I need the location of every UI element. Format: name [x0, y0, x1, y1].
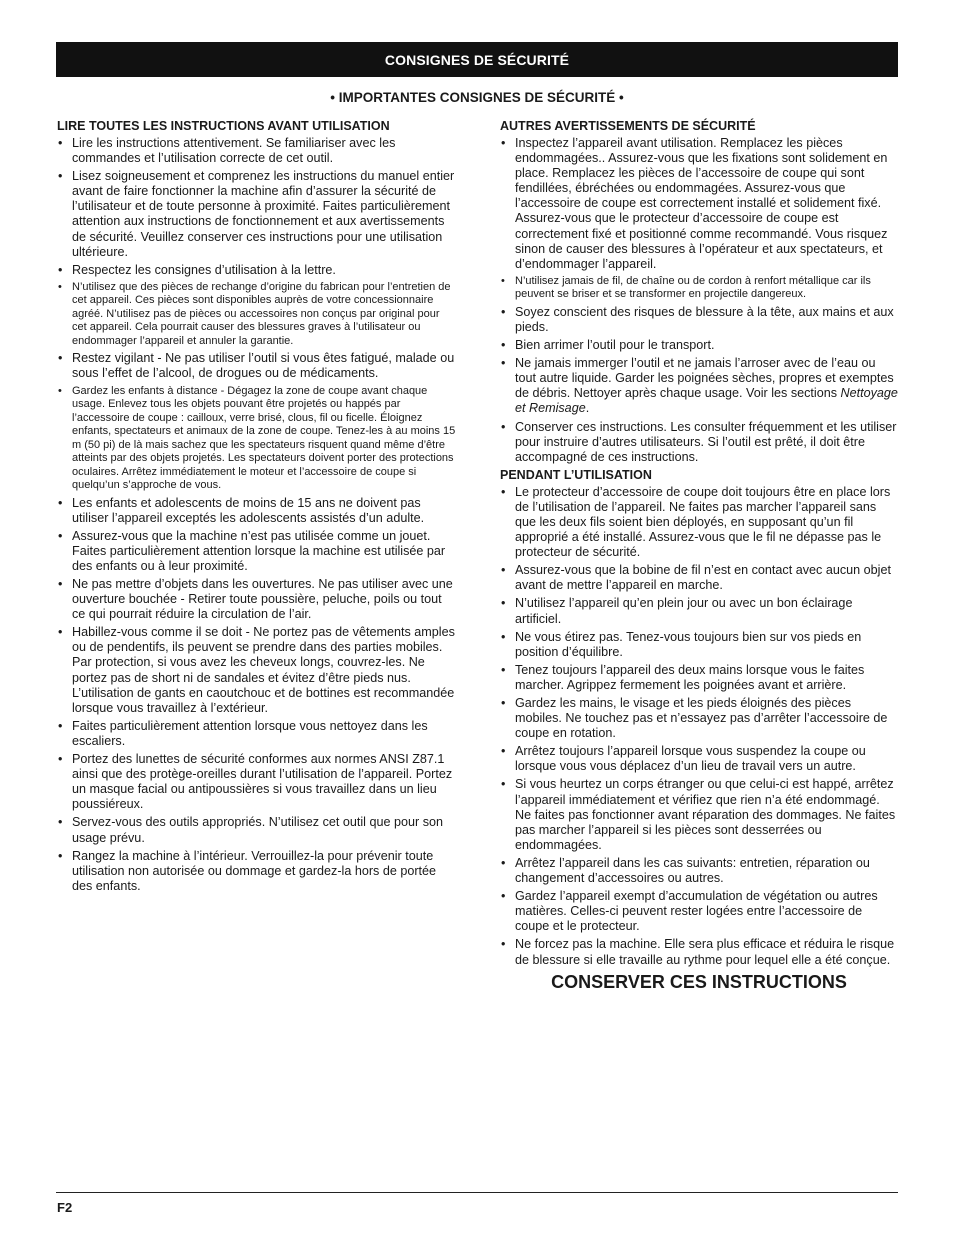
bullet-icon: •: [501, 662, 506, 677]
list-item-text: Lisez soigneusement et comprenez les instructions du manuel entier avant de faire fonctionner la machine afin d’assurer la sécurité de l’utilisateur et de toute personne à proximité. Faites particulièrement attention aux instructions de fonctionnement et aux avertissements de sécurité. Veuillez conserver ces instructions pour une utilisation ultérieure.: [72, 169, 455, 259]
list-item-text: Ne vous étirez pas. Tenez-vous toujours bien sur vos pieds en position d’équilibre.: [515, 629, 862, 659]
right-list-1: [500, 136, 898, 465]
list-item-text: Inspectez l’appareil avant utilisation. Remplacez les pièces endommagées.. Assurez-vous que les fixations sont solidement en place. Remplacez les pièces de l’accessoire de coupe qui sont fendillées, ébréchées ou endommagées. Assurez-vous que l’accessoire de coupe est correctement installé et solidement fixé. Assurez-vous que le protecteur d’accessoire de coupe est correctement fixé et positionné comme recommandé. Vous risquez sinon de causer des blessures à l’opérateur et aux spectateurs, et d’endommager l’appareil.: [515, 136, 888, 271]
list-item-text: Soyez conscient des risques de blessure à la tête, aux mains et aux pieds.: [515, 304, 894, 334]
bullet-icon: •: [501, 777, 506, 792]
list-item-text: Arrêtez l’appareil dans les cas suivants: entretien, réparation ou changement d’accessoires ou autres.: [515, 855, 870, 886]
list-item: [57, 577, 457, 622]
list-item: [500, 630, 898, 660]
list-item: [57, 752, 457, 812]
list-item: [500, 937, 898, 967]
bullet-icon: •: [501, 889, 506, 904]
left-column: [57, 119, 457, 897]
list-item-text: Arrêtez toujours l’appareil lorsque vous suspendez la coupe ou lorsque vous vous déplacez d’un lieu de travail vers un autre.: [515, 744, 866, 774]
bullet-icon: •: [501, 596, 506, 611]
list-item-text: Portez des lunettes de sécurité conformes aux normes ANSI Z87.1 ainsi que des protège-oreilles durant l’utilisation de l’appareil. Portez un masque facial ou antipoussières si vous travaillez dans un lieu poussiéreux.: [72, 752, 453, 812]
right-heading-1: AUTRES AVERTISSEMENTS DE SÉCURITÉ: [500, 119, 756, 133]
section-title: CONSIGNES DE SÉCURITÉ: [384, 51, 570, 68]
subtitle: • IMPORTANTES CONSIGNES DE SÉCURITÉ •: [330, 90, 624, 105]
list-item: [57, 169, 457, 260]
list-item-text: Gardez les mains, le visage et les pieds éloignés des pièces mobiles. Ne touchez pas et n’essayez pas d’arrêter l’accessoire de coupe en rotation.: [515, 696, 888, 741]
bullet-icon: •: [501, 484, 506, 499]
left-heading: LIRE TOUTES LES INSTRUCTIONS AVANT UTILISATION: [57, 119, 390, 133]
bullet-icon: •: [501, 136, 506, 150]
right-column: [500, 119, 898, 971]
list-item-text: Assurez-vous que la machine n’est pas utilisée comme un jouet. Faites particulièrement attention lorsque la machine est utilisée par des enfants ou à leur proximité.: [72, 528, 446, 573]
page-number: F2: [57, 1200, 73, 1215]
bullet-icon: •: [58, 577, 63, 591]
list-item: [500, 275, 898, 302]
right-list-2: [500, 485, 898, 968]
bullet-icon: •: [501, 304, 506, 319]
list-item-text: Ne pas mettre d’objets dans les ouvertures. Ne pas utiliser avec une ouverture bouchée - Retirer toute poussière, peluche, poils ou tout ce qui pourrait réduire la circulation de l’air.: [72, 577, 453, 622]
list-item-text: N’utilisez l’appareil qu’en plein jour ou avec un bon éclairage artificiel.: [515, 596, 853, 626]
bullet-icon: •: [58, 718, 63, 733]
list-item: [57, 496, 457, 526]
right-heading-2: PENDANT L’UTILISATION: [500, 467, 652, 482]
list-item: [500, 338, 898, 353]
list-item: [57, 263, 457, 278]
list-item-text: Bien arrimer l’outil pour le transport.: [515, 338, 715, 353]
list-item-text: Si vous heurtez un corps étranger ou que celui-ci est happé, arrêtez l’appareil immédiatement et vérifiez que rien n’a été endommagé. Ne faites pas fonctionner avant réparation des dommages. Ne faites pas marcher l’appareil si les pièces sont desserrées ou endommagées.: [515, 777, 896, 852]
bullet-icon: •: [58, 384, 62, 397]
bullet-icon: •: [501, 356, 506, 371]
list-item-text: Tenez toujours l’appareil des deux mains lorsque vous le faites marcher. Agrippez fermement les poignées avant et arrière.: [515, 662, 865, 692]
list-item: [500, 744, 898, 774]
list-item: [500, 420, 898, 465]
bullet-icon: •: [501, 563, 506, 578]
bullet-icon: •: [501, 696, 506, 710]
list-item: [57, 281, 457, 349]
list-item-text: Assurez-vous que la bobine de fil n’est en contact avec aucun objet avant de mettre l’appareil en marche.: [515, 563, 891, 593]
list-item: [500, 889, 898, 934]
list-item: [57, 625, 457, 716]
bullet-icon: •: [501, 744, 506, 759]
list-item-text: Les enfants et adolescents de moins de 15 ans ne doivent pas utiliser l’appareil exceptés les adolescents assistés d’un adulte.: [72, 495, 425, 525]
list-item: [500, 777, 898, 852]
bullet-icon: •: [58, 351, 63, 366]
bullet-icon: •: [58, 815, 63, 830]
sentence-end: .: [585, 401, 590, 416]
bullet-icon: •: [501, 937, 506, 952]
list-item: [57, 719, 457, 749]
bullet-icon: •: [58, 280, 62, 293]
list-item-text: N’utilisez que des pièces de rechange d’origine du fabrican pour l’entretien de cet appareil. Ces pièces sont disponibles auprès de votre concessionnaire agréé. N’utilisez pas de pièces ou accessoires non conçus par original pour cet appareil. Cela pourrait causer des blessures graves à l’utilisateur ou endommager l’appareil et annuler la garantie.: [72, 280, 451, 347]
list-item-text: Ne forcez pas la machine. Elle sera plus efficace et réduira le risque de blessure si elle travaille au rythme pour lequel elle a été conçue.: [515, 937, 895, 967]
left-list: [57, 136, 457, 894]
bullet-icon: •: [501, 338, 506, 353]
bullet-icon: •: [501, 629, 506, 644]
list-item-text: Servez-vous des outils appropriés. N’utilisez cet outil que pour son usage prévu.: [72, 815, 444, 845]
list-item-text: N’utilisez jamais de fil, de chaîne ou de cordon à renfort métallique car ils peuvent se briser et se transformer en projectile dangereux.: [515, 274, 871, 301]
list-item-text: Gardez les enfants à distance - Dégagez la zone de coupe avant chaque usage. Enlevez tous les objets pouvant être projetés ou happés par l’accessoire de coupe : cailloux, verre brisé, clous, fil ou ficelle. Éloignez enfants, spectateurs et animaux de la zone de coupe. Tenez-les à au moins 15 m (50 pi) de là mais sachez que les spectateurs risquent quand même d’être atteints par des objets projetés. Les spectateurs doivent porter des protections oculaires. Arrêtez immédiatement le moteur et l’accessoire de coupe si quelqu’un s’approche de vous.: [72, 384, 456, 492]
list-item-text: Ne jamais immerger l’outil et ne jamais l’arroser avec de l’eau ou tout autre liquide. Garder les poignées sèches, propres et exemptes de débris. Nettoyer après chaque usage. Voir les sections: [515, 356, 894, 401]
list-item: [500, 485, 898, 560]
bullet-icon: •: [58, 262, 63, 277]
bullet-icon: •: [58, 495, 63, 510]
list-item: [57, 849, 457, 894]
list-item-text: Restez vigilant - Ne pas utiliser l’outil si vous êtes fatigué, malade ou sous l’effet de l’alcool, de drogues ou de médicaments.: [72, 351, 455, 381]
list-item-text: Habillez-vous comme il se doit - Ne portez pas de vêtements amples ou de pendentifs, ils peuvent se prendre dans des parties mobiles. Par protection, si vous avez les cheveux longs, couvrez-les. Ne portez pas de short ni de sandales et évitez d’être pieds nus. L’utilisation de gants en caoutchouc et de bottines est recommandée lorsque vous travaillez à l’extérieur.: [72, 625, 455, 715]
list-item-text: Conserver ces instructions. Les consulter fréquemment et les utiliser pour instruire d’autres utilisateurs. Si l’outil est prêté, il doit être accompagné de ces instructions.: [515, 419, 897, 464]
list-item: [57, 385, 457, 493]
section-reference: Nettoyage et Remisage: [515, 386, 898, 416]
list-item: [57, 815, 457, 845]
list-item: [500, 856, 898, 886]
list-item-text: Gardez l’appareil exempt d’accumulation de végétation ou autres matières. Celles-ci peuvent rester logées entre l’accessoire de coupe et le protecteur.: [515, 889, 878, 934]
closing-heading: CONSERVER CES INSTRUCTIONS: [551, 972, 847, 992]
list-item: [57, 136, 457, 166]
list-item-text: Faites particulièrement attention lorsque vous nettoyez dans les escaliers.: [72, 718, 428, 748]
bullet-icon: •: [58, 169, 63, 184]
bullet-icon: •: [58, 136, 63, 150]
list-item: [500, 563, 898, 593]
list-item: [57, 529, 457, 574]
list-item-text: Le protecteur d’accessoire de coupe doit toujours être en place lors de l’utilisation de l’appareil. Ne faites pas marcher l’appareil sans que les deux fils soient bien déployés, en supposant qu’un fil approprié a été installé. Assurez-vous que le fil ne dépasse pas le protecteur de sécurité.: [515, 484, 891, 560]
list-item-text: Respectez les consignes d’utilisation à la lettre.: [72, 262, 336, 277]
bullet-icon: •: [58, 752, 63, 767]
list-item: [500, 596, 898, 626]
bullet-icon: •: [501, 855, 506, 870]
footer-divider: [56, 1192, 898, 1193]
list-item: [500, 136, 898, 272]
list-item-text: Rangez la machine à l’intérieur. Verrouillez-la pour prévenir toute utilisation non autorisée ou dommage et gardez-la hors de portée des enfants.: [72, 848, 437, 893]
list-item-text: Lire les instructions attentivement. Se familiariser avec les commandes et l’utilisation correcte de cet outil.: [72, 136, 396, 166]
list-item: [500, 696, 898, 741]
bullet-icon: •: [58, 625, 63, 640]
section-header-bar: [56, 42, 898, 77]
list-item: [500, 305, 898, 335]
bullet-icon: •: [501, 274, 505, 287]
bullet-icon: •: [58, 528, 63, 543]
bullet-icon: •: [58, 848, 63, 863]
list-item: [57, 351, 457, 381]
list-item: [500, 356, 898, 416]
bullet-icon: •: [501, 419, 506, 434]
list-item: [500, 663, 898, 693]
